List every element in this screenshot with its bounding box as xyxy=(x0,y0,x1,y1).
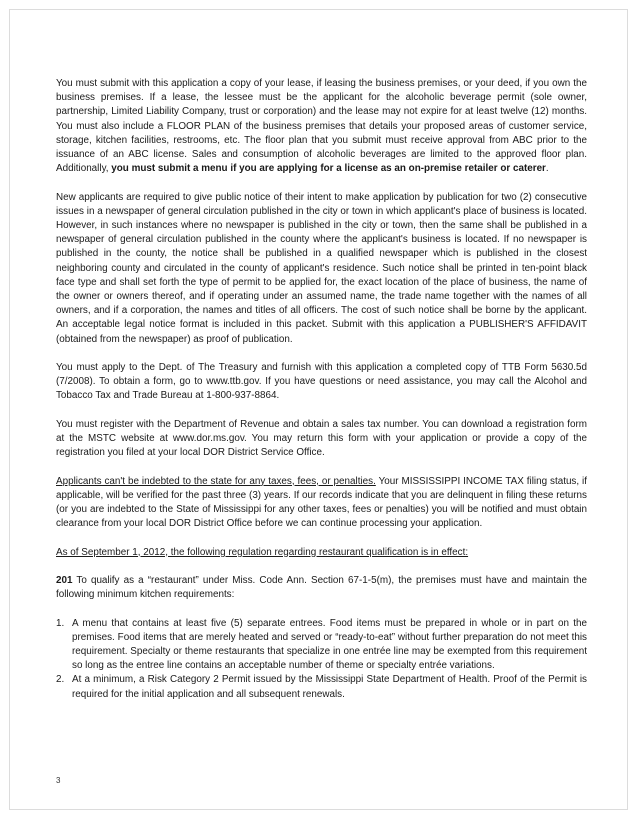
list-item-number: 2. xyxy=(56,674,65,686)
list-item xyxy=(56,673,587,701)
menu-requirement-bold: you must submit a menu if you are applying for a license as an on-premise retailer or caterer xyxy=(111,163,546,175)
list-item-text: At a minimum, a Risk Category 2 Permit issued by the Mississippi State Department of Health. Proof of the Permit is required for the initial application and all subsequent renewals. xyxy=(72,674,587,700)
document-page xyxy=(9,9,628,810)
list-item xyxy=(56,617,587,674)
list-item-number: 1. xyxy=(56,617,65,629)
ttb-paragraph: You must apply to the Dept. of The Treasury and furnish with this application a completed copy of TTB Form 5630.5d (7/2008). To obtain a form, go to www.ttb.gov. If you have questions or need assistance, you may call the Alcohol and Tobacco Tax and Trade Bureau at 1-800-937-8864. xyxy=(56,362,587,402)
public-notice-paragraph: New applicants are required to give public notice of their intent to make application by publication for two (2) consecutive issues in a newspaper of general circulation published in the city or town in which applicant's place of business is located. However, in such instances where no newspaper is published in the city or town, then the same shall be published in a newspaper of general circulation published in the county where the applicant's business is located. If no newspaper is published in the county, the notice shall be published in a qualified newspaper which is published in the closest neighboring county and circulated in the county of applicant's residence. Such notice shall be printed in ten-point black face type and shall set forth the type of permit to be applied for, the exact location of the place of business, the name of the owner or owners thereof, and if operating under an assumed name, the trade name together with the names of all owners, and if a corporation, the names and titles of all officers. The cost of such notice shall be borne by the applicant. An acceptable legal notice format is included in this packet. Submit with this application a PUBLISHER'S AFFIDAVIT (obtained from the newspaper) as proof of publication. xyxy=(56,191,587,345)
lease-paragraph xyxy=(56,77,587,176)
lease-end: . xyxy=(545,163,549,175)
dor-registration-paragraph: You must register with the Department of Revenue and obtain a sales tax number. You can download a registration form at the MSTC website at www.dor.ms.gov. You may return this form with your application or provide a copy of the registration you filed at your local DOR District Service Office. xyxy=(56,418,587,459)
taxes-paragraph xyxy=(56,475,587,532)
indebted-notice-underlined: Applicants can't be indebted to the state for any taxes, fees, or penalties. xyxy=(56,475,376,487)
rule-201-paragraph xyxy=(56,574,587,602)
list-item-text: A menu that contains at least five (5) separate entrees. Food items must be prepared in whole or in part on the premises. Food items that are merely heated and served or “ready-to-eat” without further preparation do not meet this requirement. Specialty or theme restaurants that specialize in one entrée line may be exempted from this requirement so long as the entree line contains an acceptable number of theme or specialty entrée variations. xyxy=(72,617,587,672)
page-content xyxy=(56,77,587,702)
rule-201-text: To qualify as a “restaurant” under Miss. Code Ann. Section 67-1-5(m), the premises must have and maintain the following minimum kitchen requirements: xyxy=(56,575,587,601)
page-number: 3 xyxy=(56,776,61,785)
regulation-heading: As of September 1, 2012, the following regulation regarding restaurant qualification is in effect: xyxy=(56,546,469,558)
lease-text: You must submit with this application a copy of your lease, if leasing the business premises, or your deed, if you own the business premises. If a lease, the lessee must be the applicant for the alcoholic beverage permit (sole owner, partnership, Limited Liability Company, trust or corporation) and the lease may not expire for at least twelve (12) months. You must also include a FLOOR PLAN of the business premises that details your proposed areas of customer service, storage, kitchen facilities, restrooms, etc. The floor plan that you submit must receive approval from ABC prior to the issuance of an ABC license. Sales and consumption of alcoholic beverages are limited to the approved floor plan. Additionally, xyxy=(56,78,587,175)
rule-201-number: 201 xyxy=(56,575,73,587)
kitchen-requirements-list xyxy=(56,617,587,702)
taxes-text: Your MISSISSIPPI INCOME TAX filing status, if applicable, will be verified for the past three (3) years. If our records indicate that you are delinquent in filing these returns (or you are indebted to the State of Mississippi for any other taxes, fees or penalties) you will be notified and must obtain clearance from your local DOR District Office before we can continue processing your application. xyxy=(56,475,587,530)
